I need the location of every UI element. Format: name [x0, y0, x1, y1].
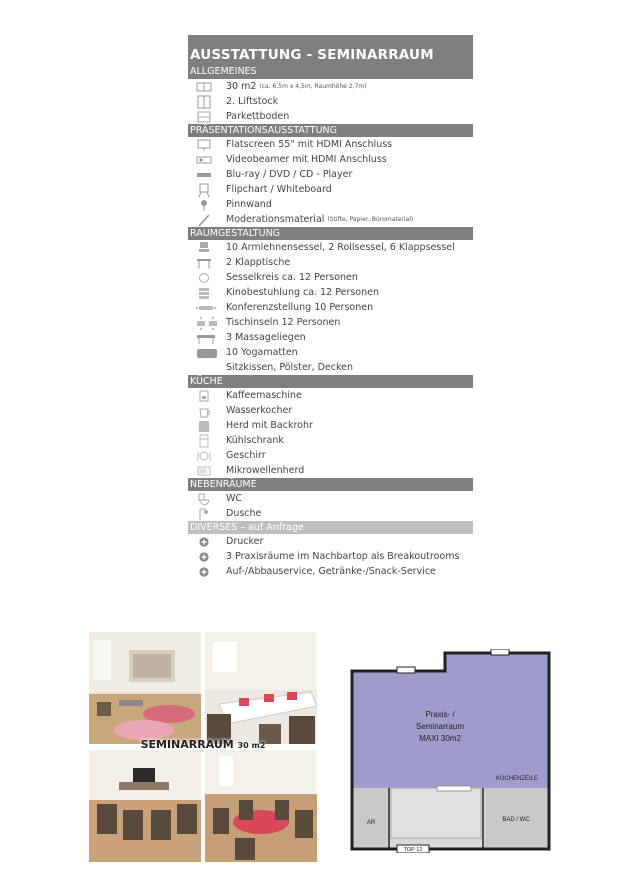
list-item — [188, 255, 473, 270]
table-islands-icon — [188, 316, 226, 330]
yoga-mat-icon — [188, 346, 226, 360]
photo-seminar-room — [89, 632, 201, 744]
list-item — [188, 330, 473, 345]
item-text: 10 Armlehnensessel, 2 Rollsessel, 6 Klappsessel — [226, 242, 455, 253]
list-item — [188, 182, 473, 197]
list-item — [188, 300, 473, 315]
massage-bed-icon — [188, 331, 226, 345]
item-text: Mikrowellenherd — [226, 465, 305, 476]
item-text: Drucker — [226, 536, 264, 547]
kitchen-label: KÜCHENZEILE — [495, 776, 539, 782]
dishes-icon — [188, 449, 226, 463]
toilet-icon — [188, 492, 226, 506]
floor-plan-labels — [349, 649, 553, 853]
kettle-icon — [188, 404, 226, 418]
room-label-3: MAXI 30m2 — [419, 734, 461, 743]
floorplan-icon — [188, 80, 226, 94]
plus-circle-icon — [188, 565, 226, 579]
item-text: 3 Massageliegen — [226, 332, 306, 343]
list-item — [188, 491, 473, 506]
table-icon — [188, 256, 226, 270]
circle-icon — [188, 271, 226, 285]
list-item — [188, 433, 473, 448]
item-text: Flipchart / Whiteboard — [226, 184, 332, 195]
item-text: Geschirr — [226, 450, 266, 461]
item-text: Moderationsmaterial — [226, 214, 325, 225]
item-text: Parkettboden — [226, 111, 290, 122]
section-heading: RAUMGESTALTUNG — [188, 227, 473, 240]
list-item — [188, 549, 473, 564]
item-text: Wasserkocher — [226, 405, 293, 416]
bath-label: BAD / WC — [502, 817, 530, 823]
item-text: Kaffeemaschine — [226, 390, 302, 401]
item-text: Auf-/Abbauservice, Getränke-/Snack-Service — [226, 566, 436, 577]
item-text: Kinobestuhlung ca. 12 Personen — [226, 287, 380, 298]
list-item — [188, 534, 473, 549]
item-text: Videobeamer mit HDMI Anschluss — [226, 154, 387, 165]
list-item — [188, 506, 473, 521]
item-text: Sesselkreis ca. 12 Personen — [226, 272, 358, 283]
item-text: Sitzkissen, Pölster, Decken — [226, 362, 354, 373]
list-item — [188, 360, 473, 375]
section-heading: ALLGEMEINES — [188, 65, 473, 79]
item-text: Konferenzstellung 10 Personen — [226, 302, 374, 313]
item-text: 3 Praxisräume im Nachbartop als Breakoutrooms — [226, 551, 460, 562]
item-text: Pinnwand — [226, 199, 272, 210]
stove-icon — [188, 419, 226, 433]
list-item — [188, 463, 473, 478]
plus-circle-icon — [188, 535, 226, 549]
photo-caption-title: SEMINARRAUM — [140, 738, 234, 751]
list-item — [188, 94, 473, 109]
coffee-machine-icon — [188, 389, 226, 403]
item-text: Flatscreen 55" mit HDMI Anschluss — [226, 139, 393, 150]
disc-player-icon — [188, 168, 226, 182]
fridge-icon — [188, 434, 226, 448]
cinema-seating-icon — [188, 286, 226, 300]
monitor-icon — [188, 138, 226, 152]
item-text: Tischinseln 12 Personen — [226, 317, 341, 328]
section-heading: KÜCHE — [188, 375, 473, 388]
list-item — [188, 167, 473, 182]
section-heading: DIVERSES – auf Anfrage — [188, 521, 473, 534]
microwave-icon — [188, 464, 226, 478]
sections-container — [188, 65, 473, 579]
item-text: Herd mit Backrohr — [226, 420, 313, 431]
pin-icon — [188, 198, 226, 212]
list-item — [188, 240, 473, 255]
shower-icon — [188, 507, 226, 521]
list-item — [188, 345, 473, 360]
room-label-2: Seminarraum — [415, 722, 465, 731]
list-item — [188, 212, 473, 227]
list-item — [188, 270, 473, 285]
item-text: 30 m2 — [226, 81, 257, 92]
list-item — [188, 137, 473, 152]
projector-icon — [188, 153, 226, 167]
flipchart-icon — [188, 183, 226, 197]
parquet-icon — [188, 110, 226, 124]
list-item — [188, 109, 473, 124]
chair-icon — [188, 241, 226, 255]
list-item — [188, 564, 473, 579]
entrance-label: TOP 12 — [403, 847, 423, 853]
photo-caption — [89, 738, 317, 751]
photo-collage — [89, 632, 317, 862]
list-item — [188, 418, 473, 433]
section-heading: NEBENRÄUME — [188, 478, 473, 491]
elevator-icon — [188, 95, 226, 109]
item-text: WC — [226, 493, 243, 504]
list-item — [188, 79, 473, 94]
item-text: Dusche — [226, 508, 262, 519]
list-item — [188, 197, 473, 212]
marker-icon — [188, 213, 226, 227]
list-item — [188, 403, 473, 418]
equipment-sheet — [188, 35, 473, 579]
item-note: (Stifte, Papier, Büromaterial) — [327, 216, 414, 223]
item-text: Kühlschrank — [226, 435, 284, 446]
item-note: (ca. 6,5m x 4,5m, Raumhöhe 2,7m) — [259, 83, 367, 90]
photo-seating-tv — [89, 750, 201, 862]
photo-chair-circle — [205, 750, 317, 862]
room-label-1: Praxis- / — [425, 710, 455, 719]
floor-plan — [349, 649, 553, 853]
plus-circle-icon — [188, 550, 226, 564]
item-text: 2 Klapptische — [226, 257, 291, 268]
list-item — [188, 285, 473, 300]
ar-label: AR — [366, 820, 376, 826]
photo-conference-table — [205, 632, 317, 744]
conference-icon — [188, 301, 226, 315]
photo-caption-size: 30 m2 — [237, 741, 266, 750]
item-text: 2. Liftstock — [226, 96, 279, 107]
list-item — [188, 315, 473, 330]
list-item — [188, 448, 473, 463]
page-title: AUSSTATTUNG - SEMINARRAUM — [188, 35, 473, 65]
list-item — [188, 152, 473, 167]
item-text: 10 Yogamatten — [226, 347, 298, 358]
list-item — [188, 388, 473, 403]
item-text: Blu-ray / DVD / CD - Player — [226, 169, 353, 180]
section-heading: PRÄSENTATIONSAUSSTATTUNG — [188, 124, 473, 137]
